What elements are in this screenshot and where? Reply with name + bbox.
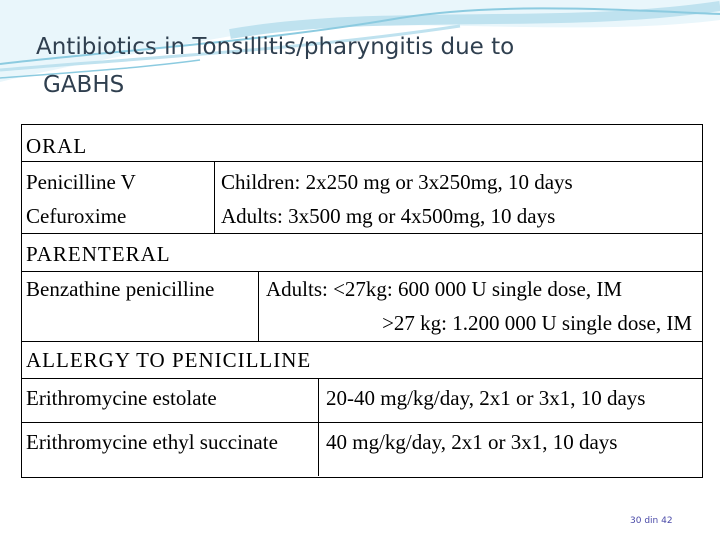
- oral-header: ORAL: [26, 134, 88, 158]
- allergy-dosage-estolate: 20-40 mg/kg/day, 2x1 or 3x1, 10 days: [318, 379, 702, 422]
- parenteral-header: PARENTERAL: [26, 242, 171, 266]
- allergy-drug-estolate: Erithromycine estolate: [26, 386, 217, 410]
- title-line-2: GABHS: [43, 72, 125, 98]
- oral-drug-penicilline-v: Penicilline V: [26, 170, 136, 194]
- oral-dosage-cell: [214, 162, 702, 233]
- oral-header-row: [22, 125, 702, 162]
- allergy-header: ALLERGY TO PENICILLINE: [26, 348, 312, 372]
- page-number: 30 din 42: [630, 516, 673, 526]
- title-line-1: Antibiotics in Tonsillitis/pharyngitis due to: [36, 34, 515, 60]
- parenteral-dosage-under-27kg: Adults: <27kg: 600 000 U single dose, IM: [266, 277, 623, 301]
- parenteral-drug-benzathine: Benzathine penicilline: [26, 277, 215, 301]
- allergy-dosage-succinate: 40 mg/kg/day, 2x1 or 3x1, 10 days: [318, 423, 702, 476]
- oral-dosage-adults: Adults: 3x500 mg or 4x500mg, 10 days: [221, 204, 556, 228]
- parenteral-header-row: [22, 234, 702, 272]
- allergy-succinate-row: [22, 423, 702, 476]
- parenteral-dosage-cell: [258, 272, 702, 341]
- oral-drug-cefuroxime: Cefuroxime: [26, 204, 127, 228]
- parenteral-drug-row: [22, 272, 702, 342]
- allergy-header-row: [22, 342, 702, 379]
- oral-drugs-row: [22, 162, 702, 234]
- allergy-drug-succinate: Erithromycine ethyl succinate: [26, 430, 278, 454]
- dosage-table: [21, 124, 703, 478]
- parenteral-dosage-over-27kg: >27 kg: 1.200 000 U single dose, IM: [382, 311, 692, 335]
- oral-drugs-cell: [26, 162, 214, 233]
- allergy-estolate-row: [22, 379, 702, 423]
- oral-dosage-children: Children: 2x250 mg or 3x250mg, 10 days: [221, 170, 573, 194]
- slide-title: [36, 28, 636, 104]
